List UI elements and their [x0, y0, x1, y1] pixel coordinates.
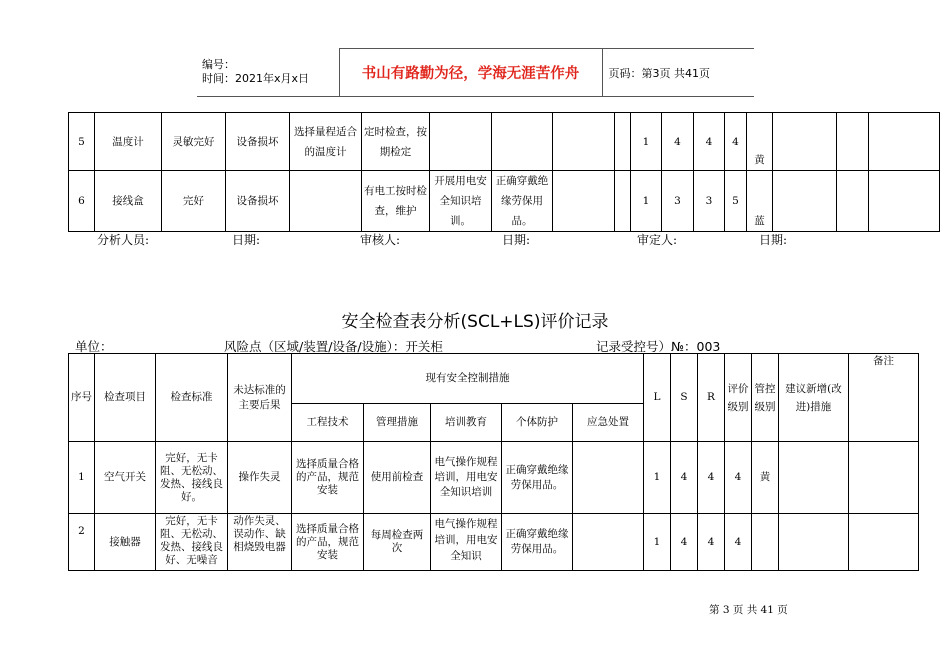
training-measure-cell: [431, 514, 502, 571]
check-standard: 灵敏完好: [162, 113, 226, 171]
table2-title: 安全检查表分析(SCL+LS)评价记录: [341, 312, 609, 332]
note-cell: [849, 514, 919, 571]
page-header: [197, 48, 754, 97]
row-number: 6: [69, 171, 95, 232]
training-measure: 电气操作规程培训，用电安全知识培训: [431, 442, 502, 514]
r-value: 4: [694, 113, 725, 171]
col-header-s: S: [671, 354, 698, 442]
header-meta: [197, 49, 339, 97]
check-standard: 完好: [162, 171, 226, 232]
date-label-3: 日期:: [759, 233, 788, 247]
evaluation-table: [68, 353, 919, 571]
col-header-suggestion: 建议新增(改进)措施: [779, 354, 849, 442]
suggestion-cell: [773, 171, 837, 232]
col-header-training: 培训教育: [431, 404, 502, 442]
check-item: 接线盒: [95, 171, 162, 232]
note-cell: [869, 113, 940, 171]
engineering-measure: [290, 171, 362, 232]
s-value: 4: [671, 442, 698, 514]
header-slogan: 书山有路勤为径，学海无涯苦作舟: [339, 49, 602, 97]
col-header-consequence: 未达标准的主要后果: [228, 354, 292, 442]
table-row: [69, 113, 940, 171]
col-header-management: 管理措施: [364, 404, 431, 442]
approver-label: 审定人:: [637, 233, 678, 247]
training-measure: [430, 113, 492, 171]
l-value: 1: [644, 514, 671, 571]
l-value: 1: [644, 442, 671, 514]
eval-level: 4: [725, 113, 747, 171]
header-page-label: 页码：第3页 共41页: [602, 49, 754, 97]
reviewer-label: 审核人:: [360, 233, 401, 247]
control-level: [752, 514, 779, 571]
r-value: 4: [698, 442, 725, 514]
ppe-measure: 正确穿戴绝缘劳保用品。: [492, 171, 553, 232]
check-standard: 完好，无卡阻、无松动、发热、接线良好。: [156, 442, 228, 514]
doc-time-label: 时间：2021年x月x日: [202, 72, 310, 86]
l-value: 1: [631, 113, 662, 171]
col-header-control-level: 管控级别: [752, 354, 779, 442]
unit-label: 单位：: [75, 339, 113, 354]
spacer-cell: [615, 113, 631, 171]
engineering-measure: 选择量程适合的温度计: [290, 113, 362, 171]
ppe-measure: 正确穿戴绝缘劳保用品。: [502, 442, 573, 514]
col-header-ppe: 个体防护: [502, 404, 573, 442]
eval-level: 5: [725, 171, 747, 232]
management-measure: 每周检查两次: [364, 514, 431, 571]
suggestion-cell: [779, 442, 849, 514]
suggestion-cell: [773, 113, 837, 171]
header-row: [69, 354, 919, 404]
r-value: 3: [694, 171, 725, 232]
page-footer: 第 3 页 共 41 页: [709, 604, 788, 616]
doc-number-label: 编号：: [202, 58, 235, 72]
s-value: 3: [662, 171, 694, 232]
engineering-measure: 选择质量合格的产品，规范安装: [292, 514, 364, 571]
col-header-note: 备注: [849, 354, 919, 442]
check-standard: 完好，无卡阻、无松动、发热、接线良好、无噪音: [160, 515, 223, 566]
engineering-measure: 选择质量合格的产品，规范安装: [292, 442, 364, 514]
eval-level: 4: [725, 442, 752, 514]
s-value: 4: [671, 514, 698, 571]
empty-cell: [837, 171, 869, 232]
r-value: 4: [698, 514, 725, 571]
table-row: [69, 171, 940, 232]
check-item: 温度计: [95, 113, 162, 171]
consequence: 设备损坏: [226, 171, 290, 232]
management-measure: 使用前检查: [364, 442, 431, 514]
control-level: 黄: [752, 442, 779, 514]
training-measure: 电气操作规程培训，用电安全知识: [434, 518, 498, 562]
emergency-measure: [553, 113, 615, 171]
row-number: 2: [69, 514, 95, 571]
col-header-measures: 现有安全控制措施: [292, 354, 644, 404]
consequence-cell: [228, 514, 292, 571]
note-cell: [869, 171, 940, 232]
date-label-1: 日期:: [232, 233, 261, 247]
consequence: 动作失灵、误动作、缺相烧毁电器: [233, 515, 286, 553]
risk-point-label: 风险点（区域/装置/设备/设施）：开关柜: [224, 339, 443, 354]
suggestion-cell: [779, 514, 849, 571]
analyst-label: 分析人员:: [97, 233, 150, 247]
empty-cell: [837, 113, 869, 171]
row-number: 5: [69, 113, 95, 171]
check-item: 空气开关: [95, 442, 156, 514]
l-value: 1: [631, 171, 662, 232]
ppe-measure: 正确穿戴绝缘劳保用品。: [502, 514, 573, 571]
col-header-engineering: 工程技术: [292, 404, 364, 442]
col-header-l: L: [644, 354, 671, 442]
col-header-r: R: [698, 354, 725, 442]
consequence: 操作失灵: [228, 442, 292, 514]
emergency-measure: [553, 171, 615, 232]
s-value: 4: [662, 113, 694, 171]
check-item: 接触器: [95, 514, 156, 571]
row-number: 1: [69, 442, 95, 514]
check-standard-cell: [156, 514, 228, 571]
management-measure: 有电工按时检查，维护: [362, 171, 430, 232]
evaluation-table-continued: [68, 112, 940, 232]
training-measure: 开展用电安全知识培训。: [430, 171, 492, 232]
note-cell: [849, 442, 919, 514]
col-header-no: 序号: [69, 354, 95, 442]
col-header-standard: 检查标准: [156, 354, 228, 442]
record-number-label: 记录受控号）№：003: [596, 339, 721, 354]
date-label-2: 日期:: [502, 233, 531, 247]
ppe-measure: [492, 113, 553, 171]
table-row: [69, 442, 919, 514]
col-header-emergency: 应急处置: [573, 404, 644, 442]
management-measure: 定时检查，按期检定: [362, 113, 430, 171]
emergency-measure: [573, 514, 644, 571]
emergency-measure: [573, 442, 644, 514]
col-header-eval-level: 评价级别: [725, 354, 752, 442]
table-row: [69, 514, 919, 571]
consequence: 设备损坏: [226, 113, 290, 171]
spacer-cell: [615, 171, 631, 232]
control-level: 黄: [747, 113, 773, 171]
eval-level: 4: [725, 514, 752, 571]
control-level: 蓝: [747, 171, 773, 232]
col-header-item: 检查项目: [95, 354, 156, 442]
